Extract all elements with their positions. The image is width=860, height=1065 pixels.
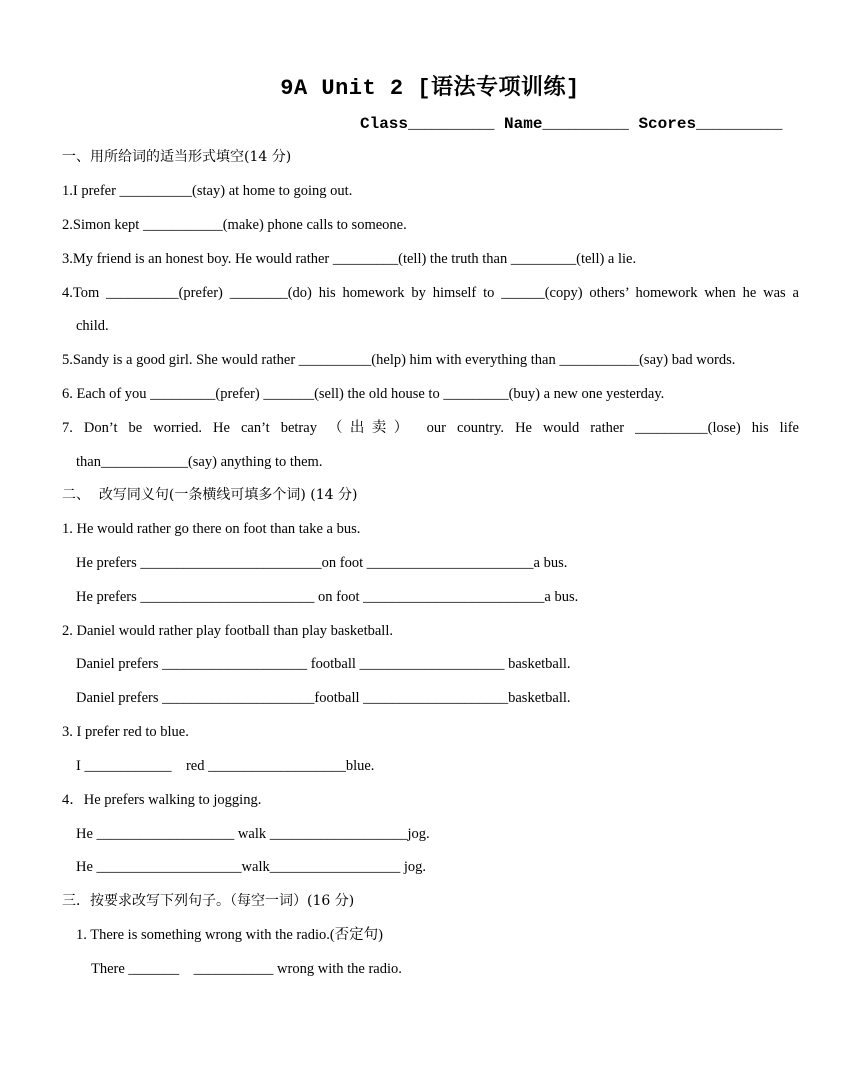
answer-3-1a: There _______ ___________ wrong with the radio. <box>91 961 402 977</box>
section-2-heading: 二、 改写同义句(一条横线可填多个词) (14 分) <box>62 487 358 503</box>
question-2-1: 1. He would rather go there on foot than take a bus. <box>62 521 361 537</box>
question-1-2: 2.Simon kept ___________(make) phone calls to someone. <box>62 217 407 233</box>
answer-2-4a: He ___________________ walk ___________________jog. <box>76 826 430 842</box>
question-1-1: 1.I prefer __________(stay) at home to going out. <box>62 183 353 199</box>
student-info-line: Class_________ Name_________ Scores_________ <box>360 115 783 133</box>
answer-2-1a: He prefers _________________________on foot _______________________a bus. <box>76 555 568 571</box>
question-1-4-cont: child. <box>76 318 109 334</box>
page-title: 9A Unit 2 [语法专项训练] <box>280 76 580 101</box>
question-2-2: 2. Daniel would rather play football than play basketball. <box>62 623 393 639</box>
answer-2-3a: I ____________ red ___________________blue. <box>76 758 375 774</box>
answer-2-1b: He prefers ________________________ on foot _________________________a bus. <box>76 589 579 605</box>
question-1-4: 4.Tom __________(prefer) ________(do) his homework by himself to ______(copy) others’ homework when he was a <box>62 285 799 301</box>
section-1-heading: 一、用所给词的适当形式填空(14 分) <box>62 149 292 165</box>
question-1-6: 6. Each of you _________(prefer) _______(sell) the old house to _________(buy) a new one yesterday. <box>62 386 665 402</box>
answer-2-2b: Daniel prefers _____________________football ____________________basketball. <box>76 690 571 706</box>
question-1-3: 3.My friend is an honest boy. He would rather _________(tell) the truth than _________(tell) a lie. <box>62 251 637 267</box>
question-1-7: 7. Don’t be worried. He can’t betray （出卖） our country. He would rather __________(lose) his life <box>62 420 799 436</box>
question-1-7-cont: than____________(say) anything to them. <box>76 454 323 470</box>
answer-2-2a: Daniel prefers ____________________ football ____________________ basketball. <box>76 656 571 672</box>
question-3-1: 1. There is something wrong with the radio.(否定句) <box>76 927 383 943</box>
answer-2-4b: He ____________________walk__________________ jog. <box>76 859 426 875</box>
question-1-5: 5.Sandy is a good girl. She would rather __________(help) him with everything than ___________(say) bad words. <box>62 352 736 368</box>
question-2-4: 4．He prefers walking to jogging. <box>62 792 262 808</box>
question-2-3: 3. I prefer red to blue. <box>62 724 189 740</box>
section-3-heading: 三．按要求改写下列句子。（每空一词）(16 分) <box>62 893 355 909</box>
